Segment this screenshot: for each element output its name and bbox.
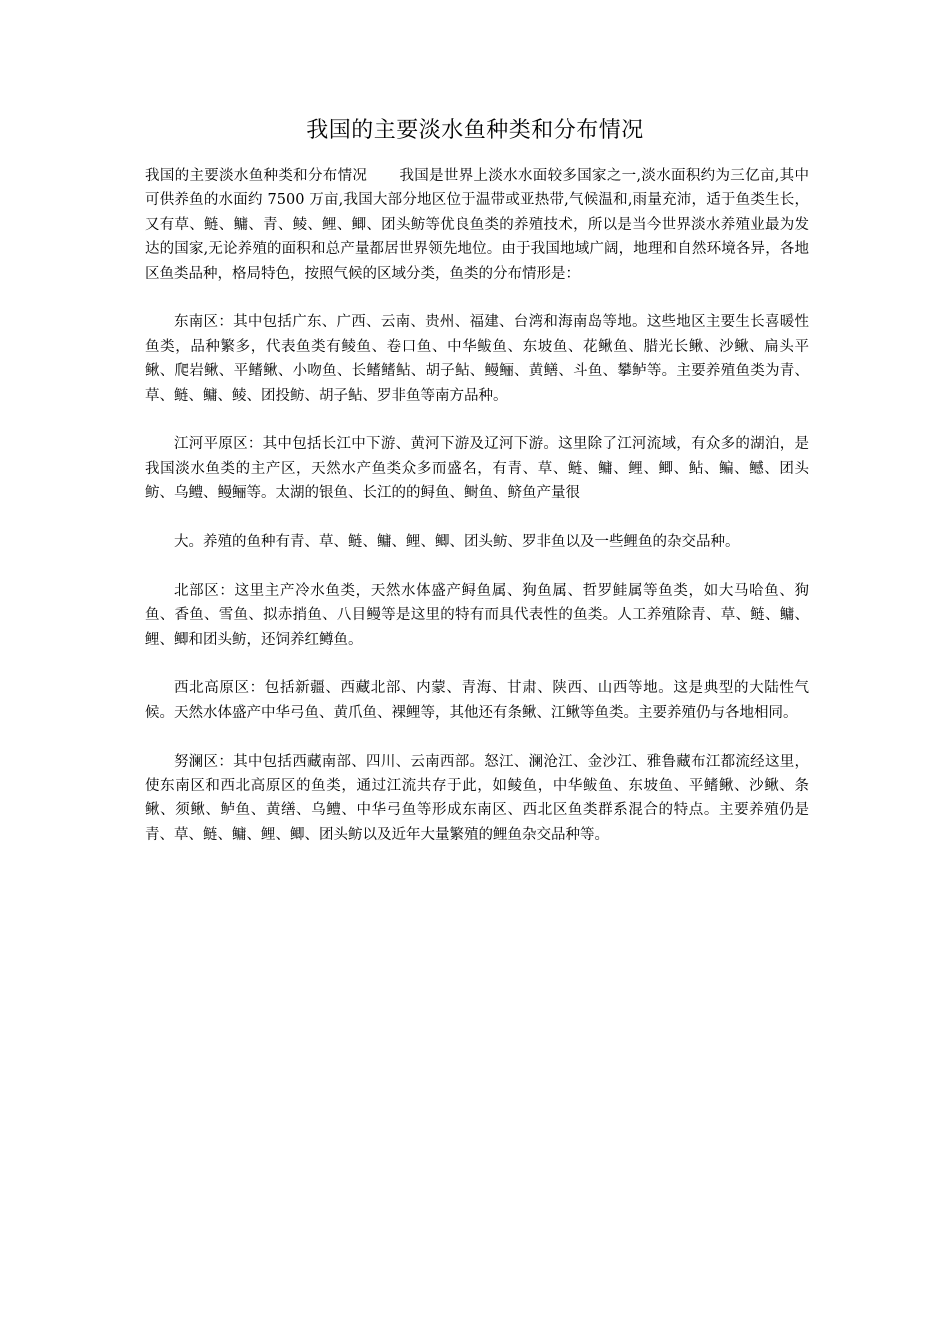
intro-paragraph bbox=[145, 164, 809, 286]
document-title: 我国的主要淡水鱼种类和分布情况 bbox=[306, 118, 644, 143]
intro-heading: 我国的主要淡水鱼种类和分布情况 bbox=[145, 168, 368, 184]
paragraph-nu-lan: 努澜区：其中包括西藏南部、四川、云南西部。怒江、澜沧江、金沙江、雅鲁藏布江都流经这里，使东南区和西北高原区的鱼类，通过江流共存于此，如鲮鱼，中华鲅鱼、东坡鱼、平鳍鳅、沙鳅、条鳅、须鳅、鲈鱼、黄缮、乌鳢、中华弓鱼等形成东南区、西北区鱼类群系混合的特点。主要养殖仍是青、草、鲢、鳙、鲤、鲫、团头鲂以及近年大量繁殖的鲤鱼杂交品种等。 bbox=[145, 753, 809, 843]
paragraph-north: 北部区：这里主产冷水鱼类，天然水体盛产鲟鱼属、狗鱼属、哲罗鲑属等鱼类，如大马哈鱼、狗鱼、香鱼、雪鱼、拟赤捎鱼、八目鳗等是这里的特有而具代表性的鱼类。人工养殖除青、草、鲢、鳙、鲤、鲫和团头鲂，还饲养红鳟鱼。 bbox=[145, 582, 809, 648]
paragraph-river-plain-cont: 大。养殖的鱼种有青、草、鲢、鳙、鲤、鲫、团头鲂、罗非鱼以及一些鲤鱼的杂交品种。 bbox=[174, 534, 740, 551]
document-body bbox=[145, 164, 809, 872]
paragraph-southeast: 东南区：其中包括广东、广西、云南、贵州、福建、台湾和海南岛等地。这些地区主要生长喜暖性鱼类，品种繁多，代表鱼类有鲮鱼、卷口鱼、中华鲅鱼、东坡鱼、花鳅鱼、腊光长鳅、沙鳅、扁头平鳅、爬岩鳅、平鳍鳅、小吻鱼、长鳍鳍鲇、胡子鲇、鳗鲡、黄鳝、斗鱼、攀鲈等。主要养殖鱼类为青、草、鲢、鳙、鲮、团投鲂、胡子鲇、罗非鱼等南方品种。 bbox=[145, 314, 809, 404]
paragraph-river-plain: 江河平原区：其中包括长江中下游、黄河下游及辽河下游。这里除了江河流域，有众多的湖泊，是我国淡水鱼类的主产区，天然水产鱼类众多而盛名，有青、草、鲢、鳙、鲤、鲫、鲇、鳊、鳡、团头鲂、乌鳢、鳗鲡等。太湖的银鱼、长江的的鲟鱼、鲥鱼、鲚鱼产量很 bbox=[145, 436, 809, 502]
intro-text: 我国是世界上淡水水面较多国家之一,淡水面积约为三亿亩,其中可供养鱼的水面约 7500 万亩,我国大部分地区位于温带或亚热带,气候温和,雨量充沛，适于鱼类生长，又有草、鲢、鳙、青、鲮、鲤、鲫、团头鲂等优良鱼类的养殖技术，所以是当今世界淡水养殖业最为发达的国家,无论养殖的面积和总产量都居世界领先地位。由于我国地域广阔，地理和自然环境各异，各地区鱼类品种，格局特色，按照气候的区域分类，鱼类的分布情形是： bbox=[145, 168, 809, 282]
paragraph-northwest-plateau: 西北高原区：包括新疆、西藏北部、内蒙、青海、甘肃、陕西、山西等地。这是典型的大陆性气候。天然水体盛产中华弓鱼、黄爪鱼、裸鲤等，其他还有条鳅、江鳅等鱼类。主要养殖仍与各地相同。 bbox=[145, 680, 809, 721]
